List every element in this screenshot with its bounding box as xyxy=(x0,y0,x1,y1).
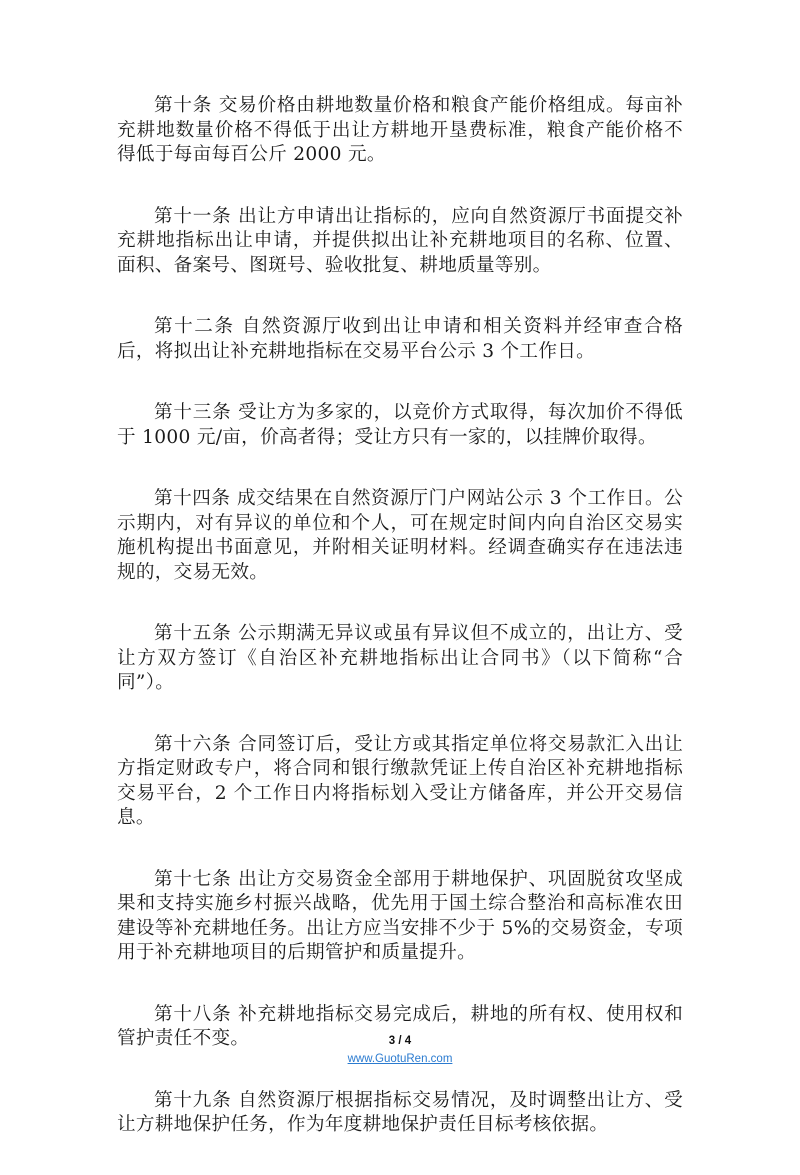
page-number: 3 / 4 xyxy=(388,1035,412,1047)
article-16-paragraph: 第十六条 合同签订后，受让方或其指定单位将交易款汇入出让方指定财政专户，将合同和银行缴款凭证上传自治区补充耕地指标交易平台，2 个工作日内将指标划入受让方储备库，并公开交易信息。 xyxy=(117,733,683,828)
article-11-paragraph: 第十一条 出让方申请出让指标的，应向自然资源厅书面提交补充耕地指标出让申请，并提供拟出让补充耕地项目的名称、位置、面积、备案号、图斑号、验收批复、耕地质量等别。 xyxy=(117,205,683,276)
article-12-paragraph: 第十二条 自然资源厅收到出让申请和相关资料并经审查合格后，将拟出让补充耕地指标在交易平台公示 3 个工作日。 xyxy=(117,316,683,362)
article-10-paragraph: 第十条 交易价格由耕地数量价格和粮食产能价格组成。每亩补充耕地数量价格不得低于出让方耕地开垦费标准，粮食产能价格不得低于每亩每百公斤 2000 元。 xyxy=(117,95,683,165)
article-19-paragraph: 第十九条 自然资源厅根据指标交易情况，及时调整出让方、受让方耕地保护任务，作为年度耕地保护责任目标考核依据。 xyxy=(117,1089,683,1135)
article-17-paragraph: 第十七条 出让方交易资金全部用于耕地保护、巩固脱贫攻坚成果和支持实施乡村振兴战略，优先用于国土综合整治和高标准农田建设等补充耕地任务。出让方应当安排不少于 5%的交易资金，专项用于补充耕地项目的后期管护和质量提升。 xyxy=(117,868,683,963)
article-14-paragraph: 第十四条 成交结果在自然资源厅门户网站公示 3 个工作日。公示期内，对有异议的单位和个人，可在规定时间内向自治区交易实施机构提出书面意见，并附相关证明材料。经调查确实存在违法违规的，交易无效。 xyxy=(117,488,683,583)
document-body xyxy=(117,94,683,1175)
page-footer xyxy=(0,1034,800,1067)
website-link[interactable]: www.GuotuRen.com xyxy=(347,1053,453,1065)
article-18-paragraph: 第十八条 补充耕地指标交易完成后，耕地的所有权、使用权和管护责任不变。 xyxy=(117,1003,683,1049)
article-15-paragraph: 第十五条 公示期满无异议或虽有异议但不成立的，出让方、受让方双方签订《自治区补充耕地指标出让合同书》（以下简称“合同”）。 xyxy=(117,623,683,693)
article-13-paragraph: 第十三条 受让方为多家的，以竞价方式取得，每次加价不得低于 1000 元/亩，价高者得；受让方只有一家的，以挂牌价取得。 xyxy=(117,402,683,448)
